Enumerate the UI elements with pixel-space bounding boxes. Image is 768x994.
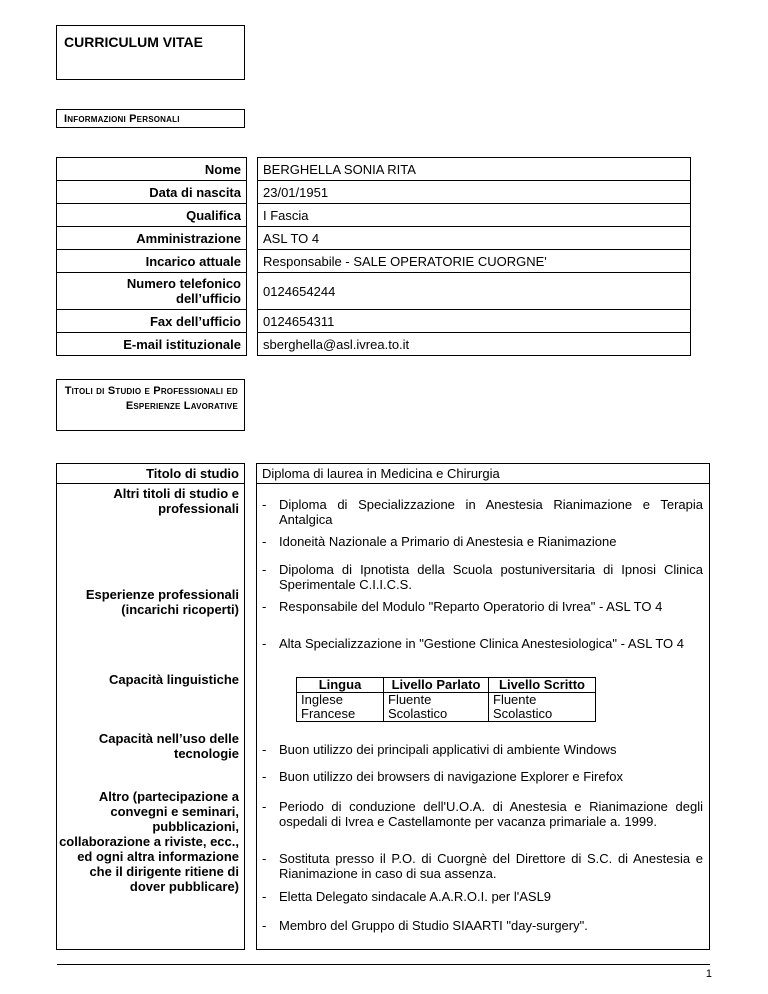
divider: [57, 483, 244, 484]
right-column: Diploma di laurea in Medicina e Chirurgia - Diploma di Specializzazione in Anestesia Rianimazione e Terapia Antalgica - Idoneità Nazionale a Primario di Anestesia e Rianimazione - Dipoloma di Ipnotista della Scuola postuniversitaria di Ipnosi Clinica Sperimentale C.I.I.C.S. - Responsabile del Modulo "Reparto Operatorio di Ivrea" - ASL TO 4 - Alta Specializzazione in "Gestione Clinica Anestesiologica" - ASL TO 4 Lingua Livello Parlato Livello Scritto Inglese Fluente Fluente Francese Scolastico Scolastico - Buon utilizzo dei principali applicativi di ambiente Windows - Buon utilizzo dei browsers di navigazione Explorer e Firefox - Periodo di conduzione dell'U.O.A. di Anestesia e Rianimazione degli ospedali di Ivrea e Castellamonte per vacanza primariale a. 1999. - Sostituta presso il P.O. di Cuorgnè del Direttore di S.C. di Anestesia e Rianimazione in caso di sua assenza. - Eletta Delegato sindacale A.A.R.O.I. per l'ASL9 - Membro del Gruppo di Studio SIAARTI "day-surgery".: [256, 463, 710, 950]
label-esperienze: Esperienze professionali (incarichi ricoperti): [85, 587, 239, 617]
table-row: [297, 678, 596, 693]
value-titolo-studio: Diploma di laurea in Medicina e Chirurgia: [262, 466, 500, 481]
lang-header-scritto: Livello Scritto: [489, 678, 596, 693]
table-row: [57, 158, 691, 181]
lang-header-parlato: Livello Parlato: [384, 678, 489, 693]
cv-title: CURRICULUM VITAE: [64, 34, 203, 50]
value-fax: 0124654311: [258, 310, 691, 333]
footer-rule: [57, 964, 710, 965]
page-number: 1: [705, 968, 712, 980]
label-altri-titoli: Altri titoli di studio e professionali: [113, 486, 239, 516]
table-row: [57, 204, 691, 227]
section-personal-label: Informazioni Personali: [64, 113, 180, 125]
table-row: [57, 273, 691, 310]
label-email: E-mail istituzionale: [57, 333, 247, 356]
lang-cell: Fluente: [384, 693, 489, 708]
label-titolo-studio: Titolo di studio: [146, 466, 239, 481]
value-amministrazione: ASL TO 4: [258, 227, 691, 250]
label-lingue: Capacità linguistiche: [108, 672, 239, 687]
value-nome: BERGHELLA SONIA RITA: [258, 158, 691, 181]
left-column: [56, 463, 245, 950]
section-titles-label: Titoli di Studio e Professionali ed Esperienze Lavorative: [64, 385, 238, 412]
lang-cell: Fluente: [489, 693, 596, 708]
table-row: [297, 693, 596, 708]
value-email: sberghella@asl.ivrea.to.it: [258, 333, 691, 356]
label-nome: Nome: [57, 158, 247, 181]
lang-cell: Scolastico: [489, 707, 596, 722]
lang-header-lingua: Lingua: [297, 678, 384, 693]
table-row: [57, 250, 691, 273]
label-fax: Fax dell’ufficio: [57, 310, 247, 333]
value-data-nascita: 23/01/1951: [258, 181, 691, 204]
label-qualifica: Qualifica: [57, 204, 247, 227]
label-data-nascita: Data di nascita: [57, 181, 247, 204]
value-incarico: Responsabile - SALE OPERATORIE CUORGNE': [258, 250, 691, 273]
table-row: [57, 181, 691, 204]
value-telefono: 0124654244: [258, 273, 691, 310]
label-amministrazione: Amministrazione: [57, 227, 247, 250]
divider: [257, 483, 709, 484]
language-table: [296, 677, 596, 722]
table-row: [297, 707, 596, 722]
table-row: [57, 310, 691, 333]
personal-info-table: [56, 157, 691, 356]
cv-title-box: [56, 25, 245, 80]
table-row: [57, 227, 691, 250]
section-titles-box: [56, 379, 245, 431]
label-incarico: Incarico attuale: [57, 250, 247, 273]
lang-cell: Inglese: [297, 693, 384, 708]
label-telefono: Numero telefonico dell’ufficio: [57, 273, 247, 310]
value-qualifica: I Fascia: [258, 204, 691, 227]
lang-cell: Francese: [297, 707, 384, 722]
label-altro: Altro (partecipazione a convegni e seminari, pubblicazioni, collaborazione a riviste, ecc., ed ogni altra informazione che il dirigente ritiene di dover pubblicare): [59, 789, 239, 894]
lang-cell: Scolastico: [384, 707, 489, 722]
table-row: [57, 333, 691, 356]
section-personal-box: [56, 109, 245, 128]
label-tecnologie: Capacità nell’uso delle tecnologie: [98, 731, 239, 761]
